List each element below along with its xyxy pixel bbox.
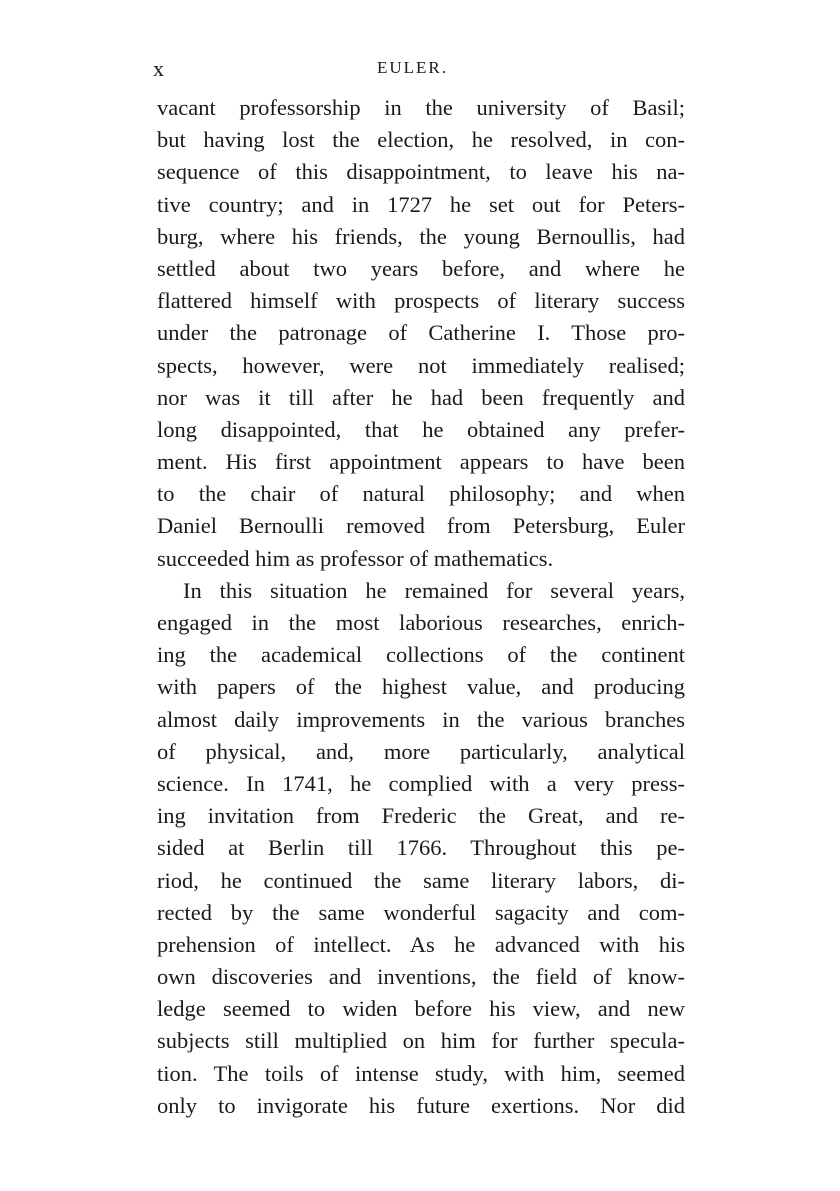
text-line: rected by the same wonderful sagacity and com- <box>157 899 685 925</box>
running-title: EULER. <box>377 58 449 77</box>
text-line: ledge seemed to widen before his view, and new <box>157 996 685 1022</box>
text-line: prehension of intellect. As he advanced with his <box>157 931 685 957</box>
text-line: sequence of this disappointment, to leave his na- <box>157 159 685 185</box>
text-line: riod, he continued the same literary labors, di- <box>157 867 685 893</box>
text-line: burg, where his friends, the young Bernoullis, had <box>157 223 685 249</box>
text-line: nor was it till after he had been frequently and <box>157 384 685 410</box>
text-line: almost daily improvements in the various branches <box>157 706 685 732</box>
text-line: ing the academical collections of the continent <box>157 642 685 668</box>
text-line: sided at Berlin till 1766. Throughout this pe- <box>157 835 685 861</box>
text-line: to the chair of natural philosophy; and when <box>157 481 685 507</box>
text-line: under the patronage of Catherine I. Those pro- <box>157 320 685 346</box>
text-line: ment. His first appointment appears to have been <box>157 449 685 475</box>
text-line: flattered himself with prospects of literary success <box>157 288 685 314</box>
body-text <box>157 92 685 1122</box>
text-line: engaged in the most laborious researches, enrich- <box>157 610 685 635</box>
text-line: tion. The toils of intense study, with him, seemed <box>157 1060 685 1086</box>
text-line: own discoveries and inventions, the field of know- <box>157 964 685 990</box>
running-head <box>153 56 687 86</box>
paragraph-start-line: In this situation he remained for several years, <box>183 577 685 603</box>
text-line: vacant professorship in the university of Basil; <box>157 95 685 120</box>
text-line: with papers of the highest value, and producing <box>157 674 685 700</box>
text-line: tive country; and in 1727 he set out for Peters- <box>157 191 685 217</box>
text-line: spects, however, were not immediately realised; <box>157 352 685 378</box>
text-line: Daniel Bernoulli removed from Petersburg, Euler <box>157 513 685 539</box>
text-line: subjects still multiplied on him for further specula- <box>157 1028 685 1054</box>
page-number: x <box>153 56 165 81</box>
text-line: only to invigorate his future exertions. Nor did <box>157 1092 685 1118</box>
text-line: ing invitation from Frederic the Great, and re- <box>157 803 685 829</box>
text-line: of physical, and, more particularly, analytical <box>157 738 685 764</box>
paragraph-end-line: succeeded him as professor of mathematics. <box>157 545 554 571</box>
text-line: but having lost the election, he resolved, in con- <box>157 127 685 153</box>
text-line: science. In 1741, he complied with a very press- <box>157 770 685 796</box>
text-line: settled about two years before, and where he <box>157 255 685 281</box>
text-line: long disappointed, that he obtained any prefer- <box>157 416 685 442</box>
